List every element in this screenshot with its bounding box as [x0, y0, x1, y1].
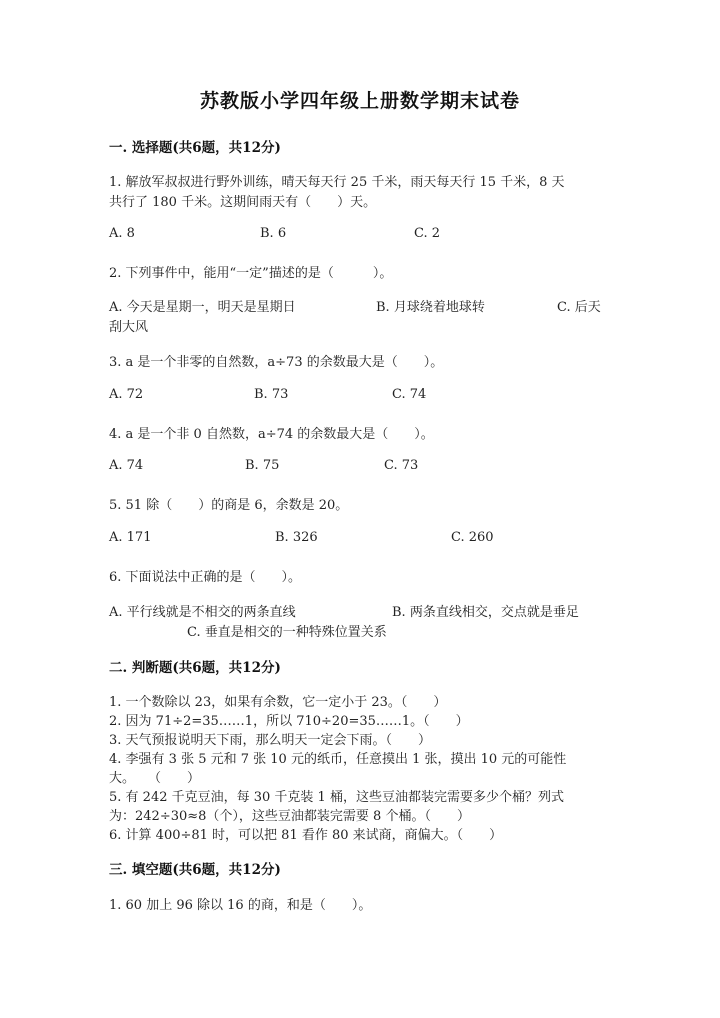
judge-item-1: 1. 一个数除以 23，如果有余数，它一定小于 23。（ ）	[109, 695, 447, 710]
judge-item-5-cont: 为：242÷30≈8（个），这些豆油都装完需要 8 个桶。（ ）	[109, 809, 470, 824]
question-3-option-a: A. 72	[109, 387, 144, 402]
section-judge-heading: 二. 判断题(共6题，共12分)	[109, 660, 281, 676]
judge-item-4-cont: 大。 （ ）	[109, 771, 201, 786]
question-1-option-b: B. 6	[260, 226, 287, 241]
question-6-option-c: C. 垂直是相交的一种特殊位置关系	[187, 625, 387, 640]
judge-item-6: 6. 计算 400÷81 时，可以把 81 看作 80 来试商，商偏大。（ ）	[109, 828, 503, 843]
question-3-stem: 3. a 是一个非零的自然数，a÷73 的余数最大是（ ）。	[109, 355, 444, 370]
question-4-stem: 4. a 是一个非 0 自然数，a÷74 的余数最大是（ ）。	[109, 427, 434, 442]
fill-question-1: 1. 60 加上 96 除以 16 的商，和是（ ）。	[109, 898, 372, 913]
question-4-option-b: B. 75	[245, 458, 280, 473]
section-choice-heading: 一. 选择题(共6题，共12分)	[109, 140, 281, 156]
section-fill-heading: 三. 填空题(共6题，共12分)	[109, 862, 281, 878]
question-6-option-b: B. 两条直线相交，交点就是垂足	[392, 605, 579, 620]
judge-item-5: 5. 有 242 千克豆油，每 30 千克装 1 桶，这些豆油都装完需要多少个桶？列式	[109, 790, 564, 805]
question-2-option-c: C. 后天	[557, 300, 601, 315]
question-5-option-b: B. 326	[275, 530, 318, 545]
question-3-option-b: B. 73	[254, 387, 289, 402]
question-1-line-1: 1. 解放军叔叔进行野外训练，晴天每天行 25 千米，雨天每天行 15 千米，8 天	[109, 175, 565, 190]
question-4-option-c: C. 73	[384, 458, 419, 473]
question-6-stem: 6. 下面说法中正确的是（ ）。	[109, 570, 302, 585]
judge-item-2: 2. 因为 71÷2=35……1，所以 710÷20=35……1。（ ）	[109, 714, 469, 729]
judge-item-3: 3. 天气预报说明天下雨，那么明天一定会下雨。（ ）	[109, 733, 432, 748]
question-1-option-c: C. 2	[414, 226, 441, 241]
question-1-line-2: 共行了 180 千米。这期间雨天有（ ）天。	[109, 195, 377, 210]
question-6-option-a: A. 平行线就是不相交的两条直线	[109, 605, 296, 620]
question-5-option-a: A. 171	[109, 530, 152, 545]
question-2-option-a: A. 今天是星期一，明天是星期日	[109, 300, 296, 315]
question-5-stem: 5. 51 除（ ）的商是 6，余数是 20。	[109, 498, 349, 513]
question-1-option-a: A. 8	[109, 226, 135, 241]
question-3-option-c: C. 74	[392, 387, 427, 402]
exam-title: 苏教版小学四年级上册数学期末试卷	[199, 90, 520, 112]
question-2-option-c-cont: 刮大风	[109, 320, 149, 335]
judge-item-4: 4. 李强有 3 张 5 元和 7 张 10 元的纸币，任意摸出 1 张，摸出 10 元的可能性	[109, 752, 567, 767]
question-5-option-c: C. 260	[451, 530, 494, 545]
question-2-stem: 2. 下列事件中，能用“一定”描述的是（ ）。	[109, 266, 393, 281]
question-2-option-b: B. 月球绕着地球转	[376, 300, 485, 315]
question-4-option-a: A. 74	[109, 458, 144, 473]
